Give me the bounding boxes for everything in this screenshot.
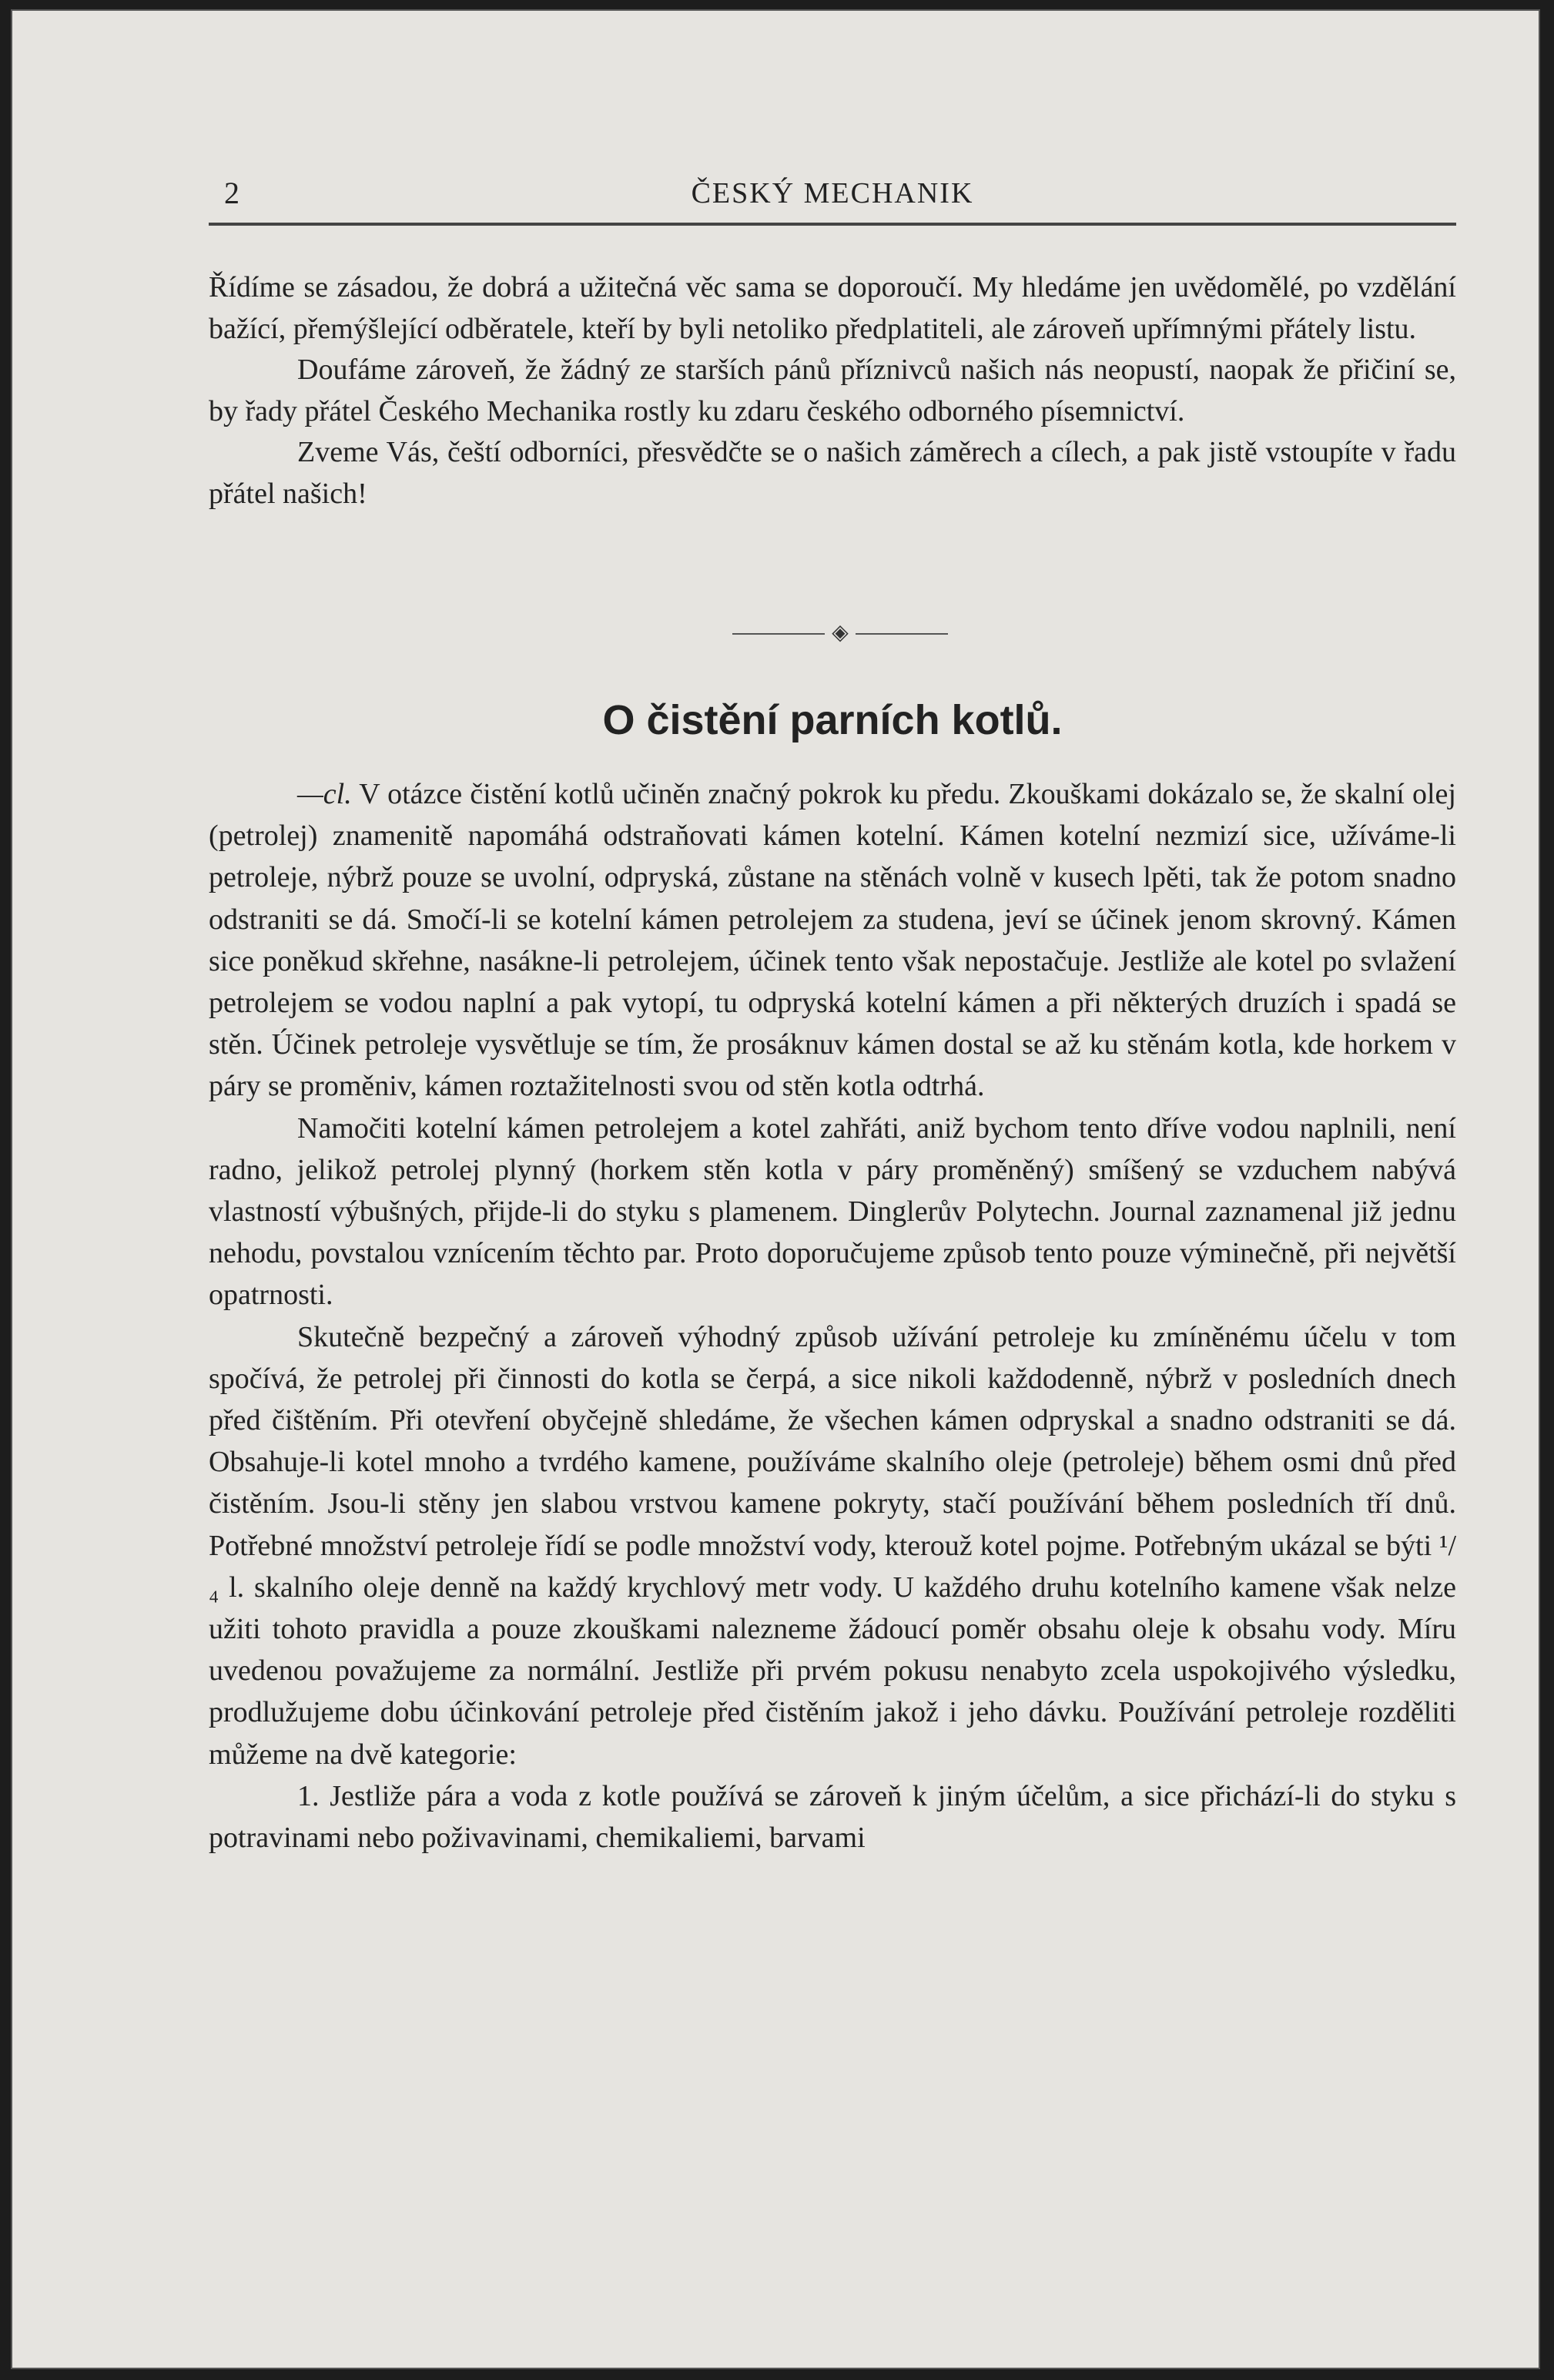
header-rule (209, 223, 1456, 226)
list-item: 1. Jestliže pára a voda z kotle používá se zároveň k jiným účelům, a sice přichází-li do styku s potravinami nebo poživavinami, chemikaliemi, barvami (209, 1779, 1456, 1855)
article-paragraph: Skutečně bezpečný a zároveň výhodný způsob užívání petroleje ku zmíněnému účelu v tom spočívá, že petrolej při činnosti do kotla se čerpá, a sice nikoli každodenně, nýbrž v posledních dnech před čištěním. Při otevření obyčejně shledáme, že všechen kámen odpryskal a snadno odstraniti se dá. Obsahuje-li kotel mnoho a tvrdého kamene, používáme skalního oleje (petroleje) během osmi dnů před čistěním. Jsou-li stěny jen slabou vrstvou kamene pokryty, stačí používání během posledních tří dnů. Potřebné množství petroleje řídí se podle množství vody, kterouž kotel pojme. Potřebným ukázal se býti ¹/₄ l. skalního oleje denně na každý krychlový metr vody. U každého druhu kotelního kamene však nelze užiti tohoto pravidla a pouze zkouškami nalezneme žádoucí poměr obsahu oleje k obsahu vody. Míru uvedenou považujeme za normální. Jestliže při prvém pokusu nenabyto zcela uspokojivého výsledku, prodlužujeme dobu účinkování petroleje před čistěním jakož i jeho dávku. Používání petroleje rozděliti můžeme na dvě kategorie: (209, 1320, 1456, 1771)
running-head (209, 169, 1456, 215)
byline: —cl. (297, 778, 352, 810)
divider-line-left (732, 633, 825, 635)
page (11, 9, 1540, 2369)
intro-text (209, 267, 1456, 515)
intro-paragraph: Řídíme se zásadou, že dobrá a užitečná věc sama se doporoučí. My hledáme jen uvědomělé, po vzdělání bažící, přemýšlející odběratele, kteří by byli netoliko předplatiteli, ale zároveň upřímnými přátely listu. (209, 271, 1456, 345)
ornament-icon: ◈ (832, 621, 849, 645)
intro-paragraph: Zveme Vás, čeští odborníci, přesvědčte se o našich záměrech a cílech, a pak jistě vstoupíte v řadu přátel našich! (209, 436, 1456, 510)
article-paragraph: Namočiti kotelní kámen petrolejem a kotel zahřáti, aniž bychom tento dříve vodou naplnili, není radno, jelikož petrolej plynný (horkem stěn kotla v páry proměněný) smíšený se vzduchem nabývá vlastností výbušných, přijde-li do styku s plamenem. Dinglerův Polytechn. Journal zaznamenal již jednu nehodu, povstalou vznícením těchto par. Proto doporučujeme způsob tento pouze výminečně, při největší opatrnosti. (209, 1111, 1456, 1312)
section-divider (732, 619, 948, 650)
article-body (209, 773, 1456, 1859)
intro-paragraph: Doufáme zároveň, že žádný ze starších pánů příznivců našich nás neopustí, naopak že přičiní se, by řady přátel Českého Mechanika rostly ku zdaru českého odborného písemnictví. (209, 354, 1456, 427)
article-paragraph (209, 773, 1456, 1108)
article-title: O čistění parních kotlů. (602, 697, 1063, 743)
divider-line-right (856, 633, 948, 635)
article-paragraph-text: V otázce čistění kotlů učiněn značný pokrok ku předu. Zkouškami dokázalo se, že skalní olej (petrolej) znamenitě napomáhá odstraňovati kámen kotelní. Kámen kotelní nezmizí sice, užíváme-li petroleje, nýbrž pouze se uvolní, odpryská, zůstane na stěnách volně v kusech lpěti, tak že potom snadno odstraniti se dá. Smočí-li se kotelní kámen petrolejem za studena, jeví se účinek jenom skrovný. Kámen sice poněkud skřehne, nasákne-li petrolejem, účinek tento však nepostačuje. Jestliže ale kotel po svlažení petrolejem se vodou naplní a pak vytopí, tu odpryská kotelní kámen a při některých druzích i spadá se stěn. Účinek petroleje vysvětluje se tím, že prosáknuv kámen dostal se až ku stěnám kotla, kde horkem v páry se proměniv, kámen roztažitelnosti svou od stěn kotla odtrhá. (209, 778, 1456, 1103)
journal-title: ČESKÝ MECHANIK (691, 177, 974, 210)
page-number: 2 (224, 176, 239, 210)
